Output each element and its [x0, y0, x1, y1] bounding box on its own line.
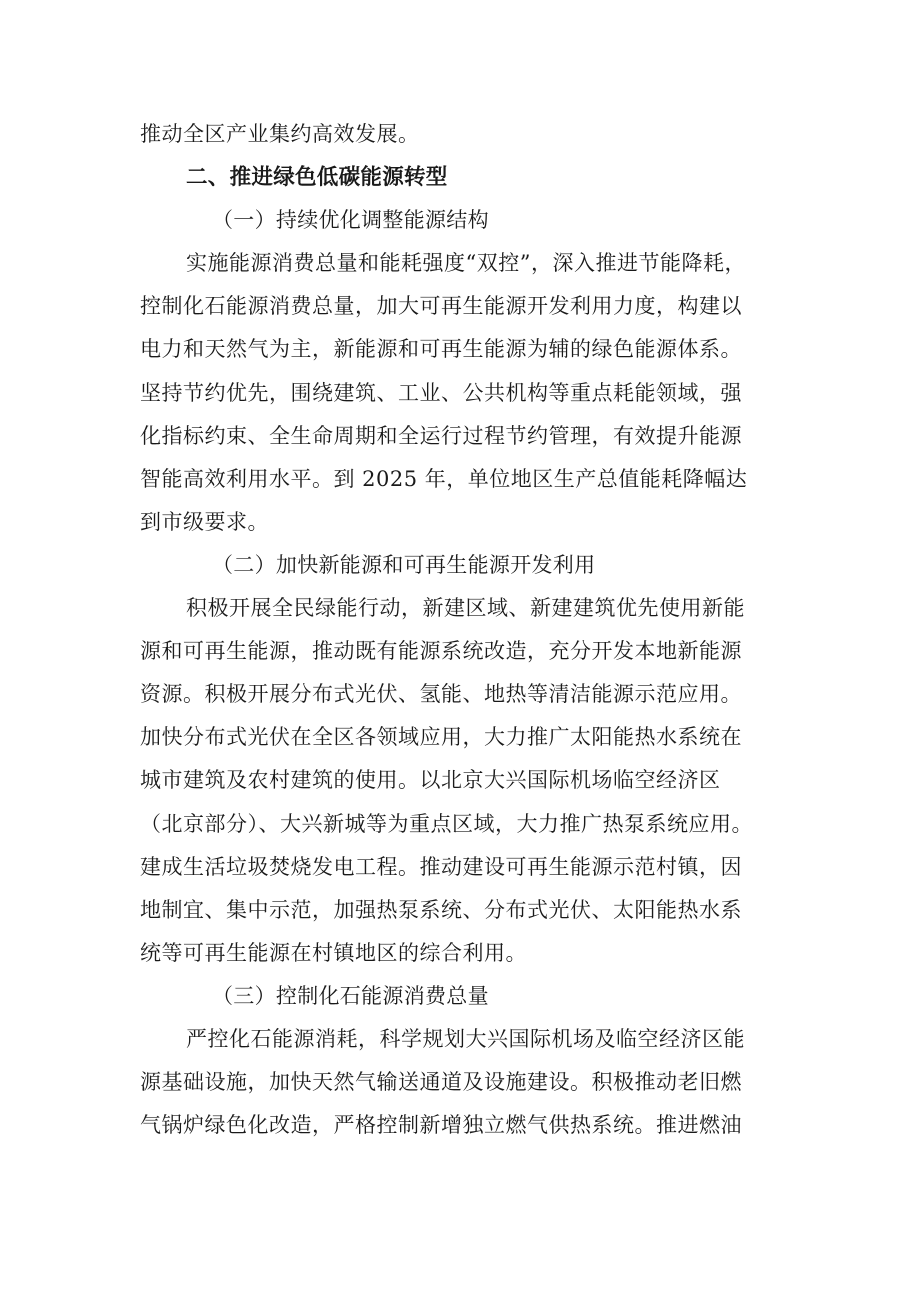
paragraph-line: 化指标约束、全生命周期和全运行过程节约管理，有效提升能源 [140, 423, 742, 448]
document-body [140, 113, 800, 1147]
subsection-heading: （一）持续优化调整能源结构 [212, 208, 489, 233]
paragraph-line: 资源。积极开展分布式光伏、氢能、地热等清洁能源示范应用。 [140, 682, 742, 707]
paragraph-line: 积极开展全民绿能行动，新建区域、新建建筑优先使用新能 [186, 596, 745, 621]
paragraph-line: 推动全区产业集约高效发展。 [140, 122, 420, 146]
paragraph-line: 统等可再生能源在村镇地区的综合利用。 [140, 940, 527, 965]
paragraph-line: 控制化石能源消费总量，加大可再生能源开发利用力度，构建以 [140, 294, 742, 319]
paragraph-line: 到市级要求。 [140, 509, 269, 534]
subsection-heading: （三）控制化石能源消费总量 [212, 983, 489, 1008]
paragraph-line: 电力和天然气为主，新能源和可再生能源为辅的绿色能源体系。 [140, 337, 742, 362]
paragraph-line: 源基础设施，加快天然气输送通道及设施建设。积极推动老旧燃 [140, 1070, 742, 1095]
section-heading: 二、推进绿色低碳能源转型 [186, 165, 448, 191]
paragraph-line: 实施能源消费总量和能耗强度“双控”，深入推进节能降耗， [186, 251, 746, 276]
paragraph-line: 地制宜、集中示范，加强热泵系统、分布式光伏、太阳能热水系 [140, 897, 742, 922]
subsection-heading: （二）加快新能源和可再生能源开发利用 [212, 552, 596, 577]
paragraph-line: 城市建筑及农村建筑的使用。以北京大兴国际机场临空经济区 [140, 768, 721, 793]
paragraph-line: （北京部分）、大兴新城等为重点区域，大力推广热泵系统应用。 [140, 811, 753, 836]
paragraph-line: 坚持节约优先，围绕建筑、工业、公共机构等重点耗能领域，强 [140, 380, 742, 405]
paragraph-line: 加快分布式光伏在全区各领域应用，大力推广太阳能热水系统在 [140, 725, 742, 750]
paragraph-line: 气锅炉绿色化改造，严格控制新增独立燃气供热系统。推进燃油 [140, 1113, 742, 1138]
paragraph-line: 建成生活垃圾焚烧发电工程。推动建设可再生能源示范村镇，因 [140, 854, 742, 879]
paragraph-line: 智能高效利用水平。到 2025 年，单位地区生产总值能耗降幅达 [140, 466, 748, 491]
paragraph-line: 严控化石能源消耗，科学规划大兴国际机场及临空经济区能 [186, 1026, 745, 1051]
paragraph-line: 源和可再生能源，推动既有能源系统改造，充分开发本地新能源 [140, 639, 742, 664]
